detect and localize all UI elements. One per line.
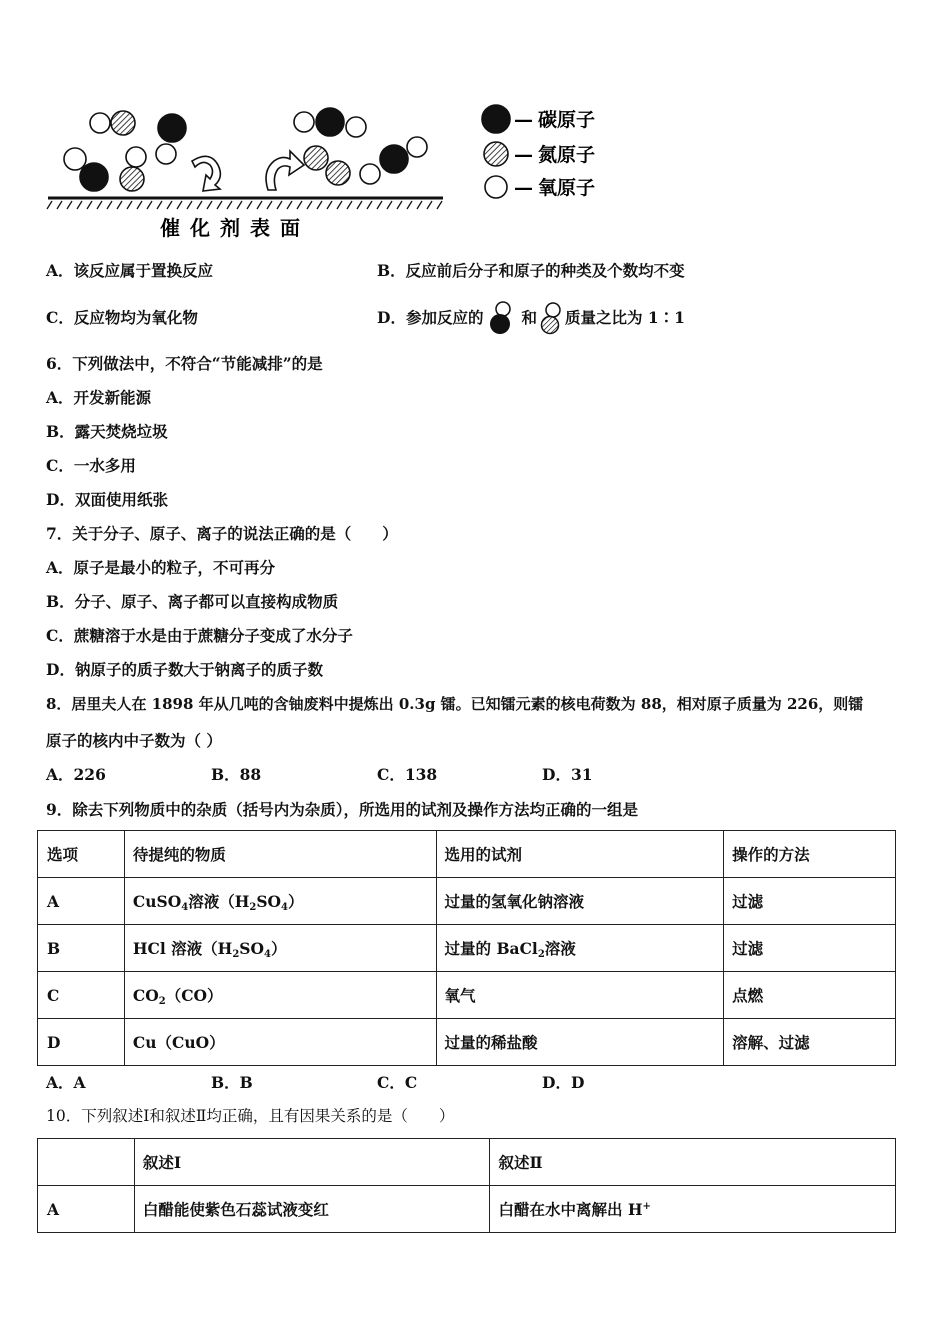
legend-oxygen-icon	[485, 176, 507, 198]
table-row	[38, 878, 896, 925]
molecules-before	[64, 111, 186, 191]
table-row	[38, 972, 896, 1019]
legend	[482, 105, 595, 199]
header-cell: 叙述Ⅱ	[490, 1139, 896, 1186]
table-row	[38, 1186, 896, 1233]
q7-option-b: B．分子、原子、离子都可以直接构成物质	[46, 592, 339, 611]
q8-stem-line2: 原子的核内中子数为（ ）	[46, 731, 222, 750]
substance-cell: Cu（CuO）	[124, 1019, 436, 1066]
table-header-row	[38, 1139, 896, 1186]
table-row	[38, 925, 896, 972]
q8-stem-line1: 8．居里夫人在 1898 年从几吨的含铀废料中提炼出 0.3g 镭。已知镭元素的核电荷数为 88，相对原子质量为 226，则镭	[46, 695, 864, 713]
legend-dash-1: —	[514, 109, 533, 131]
q5-option-d-mid: 和	[521, 308, 537, 327]
q7-stem: 7．关于分子、原子、离子的说法正确的是（ ）	[46, 524, 398, 543]
molecules-after	[294, 108, 427, 185]
q8-option-c: C．138	[377, 765, 438, 784]
q6-stem: 6．下列做法中，不符合“节能减排”的是	[46, 354, 323, 373]
q7-option-c: C．蔗糖溶于水是由于蔗糖分子变成了水分子	[46, 626, 353, 645]
legend-nitrogen-label: 氮原子	[538, 144, 596, 166]
surface-label: 催化剂表面	[160, 216, 310, 240]
header-cell: 操作的方法	[724, 831, 896, 878]
option-cell: C	[38, 972, 125, 1019]
option-cell: A	[38, 1186, 135, 1233]
legend-carbon-label: 碳原子	[538, 109, 596, 131]
q5-option-b: B．反应前后分子和原子的种类及个数均不变	[377, 261, 685, 280]
no-molecule-icon	[539, 300, 565, 336]
method-cell: 溶解、过滤	[724, 1019, 896, 1066]
statement-2-cell: 白醋在水中离解出 H+	[490, 1186, 896, 1233]
reagent-cell: 过量的稀盐酸	[436, 1019, 724, 1066]
header-cell	[38, 1139, 135, 1186]
catalyst-surface	[47, 198, 443, 209]
q6-option-d: D．双面使用纸张	[46, 490, 168, 509]
statement-1-cell: 白醋能使紫色石蕊试液变红	[134, 1186, 490, 1233]
reaction-arrows	[192, 151, 304, 191]
q10-table	[37, 1138, 896, 1233]
legend-dash-2: —	[514, 144, 533, 166]
method-cell: 过滤	[724, 925, 896, 972]
q9-option-b: B．B	[211, 1073, 253, 1092]
table-header-row	[38, 831, 896, 878]
q10-stem: 10．下列叙述Ⅰ和叙述Ⅱ均正确，且有因果关系的是（ ）	[46, 1107, 455, 1125]
q5-option-c: C．反应物均为氧化物	[46, 308, 198, 327]
legend-carbon-icon	[482, 105, 510, 133]
option-cell: A	[38, 878, 125, 925]
legend-oxygen-label: 氧原子	[538, 177, 596, 199]
reagent-cell: 氧气	[436, 972, 724, 1019]
q9-option-c: C．C	[377, 1073, 418, 1092]
q9-option-a: A．A	[46, 1073, 86, 1092]
q6-option-a: A．开发新能源	[46, 388, 152, 407]
header-cell: 选用的试剂	[436, 831, 724, 878]
method-cell: 过滤	[724, 878, 896, 925]
legend-nitrogen-icon	[484, 142, 508, 166]
reagent-cell: 过量的氢氧化钠溶液	[436, 878, 724, 925]
q7-option-d: D．钠原子的质子数大于钠离子的质子数	[46, 660, 323, 679]
header-cell: 叙述Ⅰ	[134, 1139, 490, 1186]
option-cell: D	[38, 1019, 125, 1066]
q5-option-d	[377, 300, 685, 336]
header-cell: 选项	[38, 831, 125, 878]
substance-cell: $CO_2(CO)$	[124, 972, 436, 1019]
q9-option-d: D．D	[542, 1073, 585, 1092]
table-row	[38, 1019, 896, 1066]
legend-dash-3: —	[514, 177, 533, 199]
q7-option-a: A．原子是最小的粒子，不可再分	[46, 558, 276, 577]
q8-option-a: A．226	[46, 765, 106, 784]
option-cell: B	[38, 925, 125, 972]
method-cell: 点燃	[724, 972, 896, 1019]
q5-option-a: A．该反应属于置换反应	[46, 261, 214, 280]
q9-table	[37, 830, 896, 1066]
q6-option-c: C．一水多用	[46, 456, 136, 475]
q5-option-d-prefix: D．参加反应的	[377, 308, 484, 327]
substance-cell: CuSO$_4$溶液$(H_2SO_4)$	[124, 878, 436, 925]
header-cell: 待提纯的物质	[124, 831, 436, 878]
reaction-diagram	[40, 95, 640, 245]
co-molecule-icon	[486, 300, 516, 336]
q8-option-d: D．31	[542, 765, 593, 784]
q9-stem: 9．除去下列物质中的杂质（括号内为杂质），所选用的试剂及操作方法均正确的一组是	[46, 800, 639, 819]
substance-cell: HCl 溶液$(H_2SO_4)$	[124, 925, 436, 972]
q8-option-b: B．88	[211, 765, 262, 784]
q5-option-d-suffix: 质量之比为 1∶1	[564, 308, 685, 327]
reagent-cell: 过量的 BaCl$_2$溶液	[436, 925, 724, 972]
q6-option-b: B．露天焚烧垃圾	[46, 422, 168, 441]
